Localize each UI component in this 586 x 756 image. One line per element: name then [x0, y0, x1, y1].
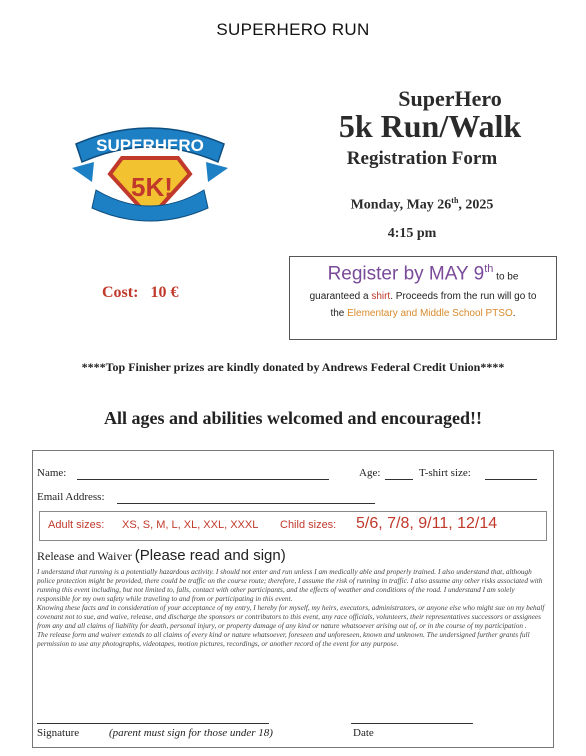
event-time: 4:15 pm — [387, 226, 437, 241]
event-name-line2: 5k Run/Walk — [338, 108, 522, 144]
logo-text-5k: 5K! — [131, 172, 173, 202]
registration-headline: Register by MAY 9th to be — [327, 263, 519, 285]
event-name-line1: SuperHero — [398, 86, 502, 111]
date-label: Date — [353, 727, 374, 739]
age-label: Age: — [359, 467, 381, 479]
logo-text-top: SUPERHERO — [96, 136, 204, 155]
waiver-paragraph: Knowing these facts and in consideration of your acceptance of my entry, I hereby for myself, my heirs, executors, administrators, or anyone else who might sue on my behalf covenant not to sue, and waive, release, and discharge the sponsors or contributors to this event, any race officials, volunteers, their representatives successors or assignees from any and all claims of liability for death, personal injury, or property damage of any kind or nature whatsoever arising out of, or in the course of my participation . — [37, 603, 545, 630]
age-field[interactable] — [385, 479, 413, 480]
sizes-box — [39, 511, 547, 541]
name-field[interactable] — [77, 479, 329, 480]
date-field[interactable] — [351, 723, 473, 724]
sponsor-note: ****Top Finisher prizes are kindly donated by Andrews Federal Credit Union**** — [81, 360, 505, 374]
registration-form — [32, 450, 554, 748]
adult-sizes-values: XS, S, M, L, XL, XXL, XXXL — [122, 519, 259, 531]
event-name-line3: Registration Form — [346, 148, 498, 169]
registration-line3: the Elementary and Middle School PTSO. — [330, 308, 516, 320]
event-date: Monday, May 26th, 2025 — [350, 196, 494, 213]
email-field[interactable] — [117, 503, 375, 504]
waiver-paragraph: I understand that running is a potentially hazardous activity. I should not enter and run unless I am medically able and properly trained. I also understand that, although police protection might be provided, there could be traffic on the course route; therefore, I assume the risk of running in traffic. I also assume any other risks associated with running this event including, but not limited to, falls, contact with other participants, and the effects of weather and conditions of the road. I understand I am solely responsible for my own safety while traveling to and from or participating in this event. — [37, 567, 543, 603]
registration-line2: guaranteed a shirt. Proceeds from the run will go to — [309, 291, 537, 303]
page-title: SUPERHERO RUN — [216, 20, 370, 39]
tshirt-size-label: T-shirt size: — [419, 467, 471, 479]
waiver-text — [37, 567, 549, 648]
waiver-paragraph: The release form and waiver extends to all claims of every kind or nature whatsoever, foreseen and unforeseen, known and unknown. The undersigned further grants full permission to use any photographs, videotapes, motion pictures, recordings, or another record of the event for any purpose. — [37, 630, 530, 648]
tshirt-size-field[interactable] — [485, 479, 537, 480]
adult-sizes-label: Adult sizes: — [48, 519, 105, 531]
signature-note: (parent must sign for those under 18) — [109, 727, 273, 739]
signature-field[interactable] — [37, 723, 269, 724]
name-label: Name: — [37, 467, 67, 479]
signature-label: Signature — [37, 727, 80, 739]
child-sizes-values: 5/6, 7/8, 9/11, 12/14 — [356, 515, 498, 532]
superhero-5k-logo — [72, 118, 228, 226]
email-label: Email Address: — [37, 491, 105, 503]
child-sizes-label: Child sizes: — [280, 519, 337, 531]
waiver-title: Release and Waiver (Please read and sign) — [37, 547, 286, 564]
registration-deadline-box — [289, 256, 557, 340]
welcome-banner: All ages and abilities welcomed and encouraged!! — [104, 408, 482, 428]
cost: Cost: 10 € — [102, 284, 179, 301]
